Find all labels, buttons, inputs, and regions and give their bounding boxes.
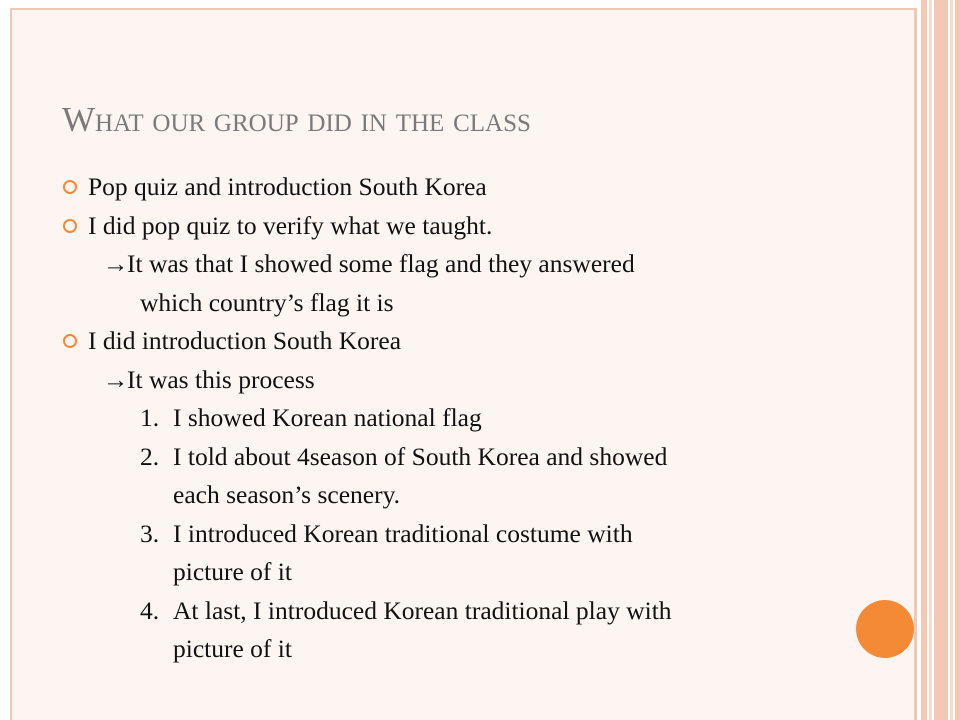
sub-item: [63, 361, 913, 400]
bullet-icon: [63, 334, 77, 348]
sub-item: [63, 245, 913, 284]
sub-text: It was this process: [127, 364, 315, 394]
decorative-stripe: [929, 0, 932, 720]
sub-text: It was that I showed some flag and they answered: [127, 249, 635, 278]
step-item: [63, 515, 913, 554]
step-continuation: [63, 476, 913, 515]
bullet-item: [63, 168, 913, 207]
step-text: I introduced Korean traditional costume with: [173, 518, 633, 548]
step-continuation: [63, 553, 913, 592]
step-text: each season’s scenery.: [173, 480, 401, 509]
step-number: 3.: [140, 518, 160, 548]
slide-title: What our group did in the class: [62, 100, 531, 139]
bullet-text: I did pop quiz to verify what we taught.: [88, 210, 493, 240]
step-text: I showed Korean national flag: [173, 403, 482, 432]
arrow-icon: →: [103, 249, 129, 278]
step-number: 1.: [140, 403, 160, 432]
step-item: [63, 438, 913, 477]
step-item: [63, 592, 913, 631]
step-text: picture of it: [173, 557, 292, 586]
step-text: At last, I introduced Korean traditional play with: [173, 595, 672, 625]
decorative-stripe: [955, 0, 960, 720]
arrow-icon: →: [103, 364, 129, 394]
step-number: 2.: [140, 441, 160, 471]
bullet-icon: [63, 219, 77, 233]
step-text: picture of it: [173, 634, 292, 663]
bullet-item: [63, 322, 913, 361]
decorative-stripe: [950, 0, 953, 720]
step-continuation: [63, 630, 913, 669]
decorative-circle: [856, 600, 914, 658]
step-number: 4.: [140, 595, 160, 625]
sub-text: which country’s flag it is: [140, 287, 394, 317]
decorative-stripe: [934, 0, 948, 720]
step-item: [63, 399, 913, 438]
bullet-text: Pop quiz and introduction South Korea: [88, 172, 487, 201]
bullet-item: [63, 207, 913, 246]
step-text: I told about 4season of South Korea and showed: [173, 441, 668, 471]
slide-body: [63, 168, 913, 669]
bullet-icon: [63, 180, 77, 194]
bullet-text: I did introduction South Korea: [88, 326, 402, 355]
sub-item-continuation: [63, 284, 913, 323]
decorative-stripe: [921, 0, 927, 720]
